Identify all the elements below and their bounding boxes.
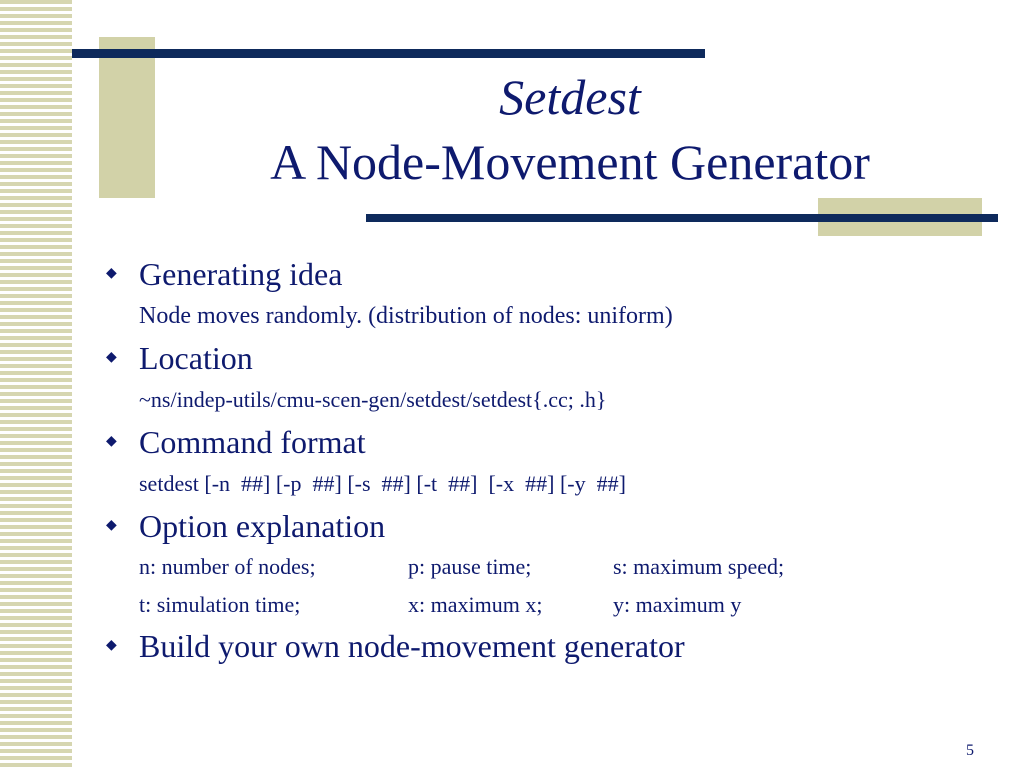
bullet-label: Build your own node-movement generator xyxy=(139,627,685,664)
bullet-list xyxy=(106,252,1006,668)
bullet-label: Option explanation xyxy=(139,507,386,544)
option-entry: s: maximum speed; xyxy=(613,554,785,579)
bullet-item xyxy=(106,420,1006,464)
option-entry: p: pause time; xyxy=(408,554,532,579)
striped-sidebar xyxy=(0,0,72,768)
option-entry: t: simulation time; xyxy=(139,592,301,617)
option-row xyxy=(139,548,1006,586)
option-row xyxy=(139,586,1006,624)
page-number: 5 xyxy=(966,742,974,759)
title-rule-bottom xyxy=(366,214,998,222)
bullet-item xyxy=(106,624,1006,668)
diamond-bullet-icon: ◆ xyxy=(106,518,117,533)
title-accent-block-left xyxy=(99,37,155,198)
bullet-label: Command format xyxy=(139,423,366,460)
diamond-bullet-icon: ◆ xyxy=(106,350,117,365)
bullet-item xyxy=(106,504,1006,548)
bullet-detail: setdest [-n ##] [-p ##] [-s ##] [-t ##] [-x ##] [-y ##] xyxy=(139,471,626,496)
diamond-bullet-icon: ◆ xyxy=(106,638,117,653)
diamond-bullet-icon: ◆ xyxy=(106,434,117,449)
option-entry: n: number of nodes; xyxy=(139,554,316,579)
bullet-label: Generating idea xyxy=(139,255,343,292)
bullet-item xyxy=(106,336,1006,380)
bullet-item xyxy=(106,252,1006,296)
bullet-label: Location xyxy=(139,339,253,376)
bullet-detail: Node moves randomly. (distribution of nodes: uniform) xyxy=(139,302,673,329)
diamond-bullet-icon: ◆ xyxy=(106,266,117,281)
slide-title-line-1: Setdest xyxy=(499,69,641,125)
option-entry: y: maximum y xyxy=(613,592,742,617)
title-rule-top xyxy=(72,49,705,58)
slide-title-line-2: A Node-Movement Generator xyxy=(270,134,870,190)
bullet-detail: ~ns/indep-utils/cmu-scen-gen/setdest/setdest{.cc; .h} xyxy=(139,387,607,412)
option-entry: x: maximum x; xyxy=(408,592,543,617)
